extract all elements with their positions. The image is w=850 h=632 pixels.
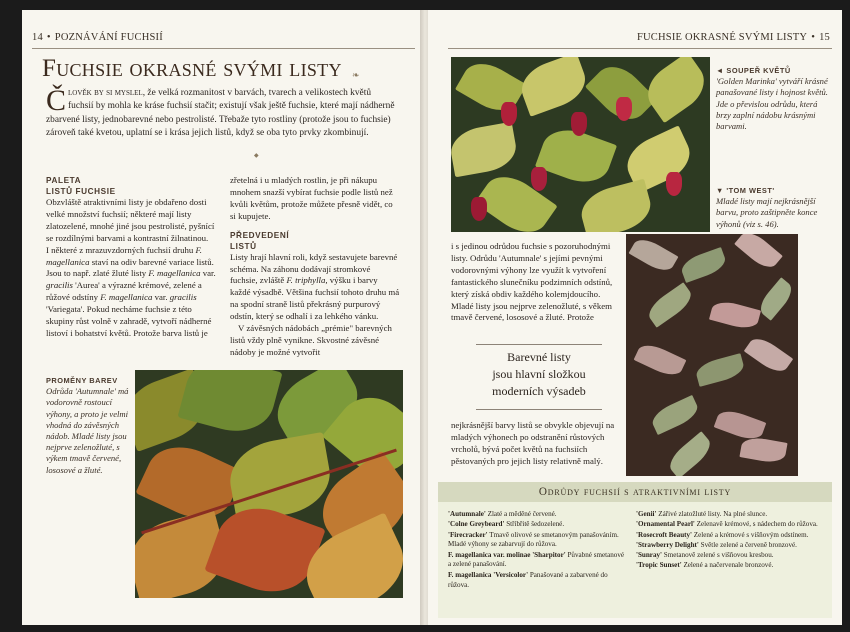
- caption-head-text: SOUPEŘ KVĚTŮ: [726, 66, 791, 75]
- text: 'Variegata'. Pokud necháme fuchsie z této skupiny růst volně v zahradě, vytvoří nádherné listoví i bohatství květů. Protože barva listů je: [46, 304, 212, 338]
- variety-name: F. magellanica var. molinae 'Sharpitor': [448, 550, 566, 559]
- column-2: [230, 175, 400, 359]
- italic-text: F. magellanica: [46, 244, 202, 267]
- variety-name: 'Rosecroft Beauty': [636, 530, 693, 539]
- golden-marinka-photo: [451, 57, 710, 232]
- leaf-shape: [734, 234, 783, 273]
- variety-name: 'Strawberry Delight': [636, 540, 699, 549]
- paragraph: i s jedinou odrůdou fuchsie s pozoruhodnými listy. Odrůdu 'Autumnale' s jejími pevnými vodorovnými výhony lze využít k vytvoření fantastického slunečníku podzimních odstínů, který získá obdiv každého kolemjdoucího. Mladé listy jsou nejprve zelenožluté, s věkem tmavě červené, lososové a žluté. Protože: [451, 241, 613, 323]
- variety-name: 'Firecracker': [448, 530, 488, 539]
- quote-rule-top: [476, 344, 602, 345]
- text: výšku i barvy každé výsadbě. Většina fuchsií tohoto druhu má na spodní straně listů překrásný purpurový odstín, který se odhalí i za lehkého vánku.: [230, 275, 400, 322]
- leaf-shape: [576, 179, 655, 232]
- leaf-shape: [644, 282, 696, 328]
- body-text-2: [451, 420, 627, 468]
- variety-item: [636, 510, 824, 520]
- subhead-line: LISTŮ: [230, 241, 257, 251]
- quote-line: moderních výsadeb: [492, 384, 586, 398]
- paragraph: [230, 252, 400, 323]
- intro-paragraph: [46, 84, 398, 140]
- section-name: FUCHSIE OKRASNÉ SVÝMI LISTY: [636, 32, 808, 43]
- caption-text: Mladé listy mají nejkrásnější barvu, proto zaštipněte konce výhonů (viz s. 46).: [716, 196, 818, 229]
- variety-desc: Světle zelené a červeně bronzové.: [698, 540, 797, 549]
- text: I některé z mrazuvzdorných fuchsií druhu: [46, 244, 196, 255]
- arrow-down-icon: ▼: [716, 186, 724, 195]
- intro-lead: lověk by si myslel,: [68, 88, 146, 98]
- variety-item: [448, 571, 626, 591]
- flower-shape: [471, 197, 487, 221]
- leaf-shape: [739, 435, 787, 464]
- page-number: 15: [819, 32, 830, 43]
- autumnale-photo: [135, 370, 403, 598]
- paragraph: Obzvláště atraktivními listy je obdařeno dosti velké množství fuchsií; některé mají listy zlatozelené, mnohé jiné jsou pestrolisté, pyšnící se rozdílnými barvami a kontrastní žilnatinou.: [46, 197, 215, 243]
- caption-text: 'Golden Marinka' vytváří krásné panašované listy i hojnost květů. Jde o převislou odrůdu, která brzy zaplní nádobu krásnými barvami.: [716, 76, 828, 132]
- paragraph: nejkrásnější barvy listů se obvykle objevují na mladých výhonech po odstranění růstových vrcholů, bývá počet květů na fuchsiích pěstovaných pro jejich listy relativně malý.: [451, 420, 615, 466]
- leaf-shape: [177, 370, 282, 440]
- column-1: [46, 175, 216, 340]
- drop-cap: Č: [46, 84, 67, 117]
- subhead-palette: [46, 175, 216, 197]
- variety-name: 'Tropic Sunset': [636, 561, 682, 570]
- caption-head: [716, 185, 832, 196]
- variety-item: [448, 531, 626, 551]
- leaf-shape: [639, 57, 710, 123]
- quote-line: Barevné listy: [507, 350, 571, 364]
- paragraph: V závěsných nádobách „prémie" barevných listů vždy plně vynikne. Skvostné závěsné nádoby je možné vytvořit: [230, 323, 392, 357]
- flower-shape: [616, 97, 632, 121]
- tom-west-photo: [626, 234, 798, 476]
- variety-name: 'Genii': [636, 510, 657, 518]
- text: var.: [200, 268, 216, 279]
- quote-rule-bottom: [476, 409, 602, 410]
- variety-desc: Zelenavě krémové, s nádechem do růžova.: [694, 520, 818, 529]
- caption-head: [716, 65, 832, 76]
- subhead-display: [230, 230, 400, 252]
- caption-text: Odrůda 'Autumnale' má vodorovně rostoucí výhony, a proto je velmi vhodná do závěsných nádob. Mladé listy jsou nejprve zelenožluté, s výkem tmavě červené, lososové a žluté.: [46, 386, 129, 475]
- leaf-shape: [694, 353, 746, 387]
- section-name: POZNÁVÁNÍ FUCHSIÍ: [54, 32, 163, 43]
- caption-tom-west: [716, 185, 832, 230]
- text: var.: [152, 292, 170, 303]
- variety-desc: Zelené a krémové s višňovým odstínem.: [692, 530, 809, 539]
- separator: •: [811, 32, 816, 43]
- divider-dot-icon: ◆: [254, 153, 259, 159]
- caption-golden-marinka: [716, 65, 832, 132]
- leaf-shape: [744, 333, 793, 377]
- leaf-shape: [679, 247, 729, 283]
- variety-desc: Zlaté a měděné červené.: [485, 510, 557, 518]
- italic-text: F. magellanica: [100, 292, 153, 303]
- head-rule: [448, 48, 832, 49]
- flower-shape: [501, 102, 517, 126]
- variety-desc: Panašované a zabarvené do růžova.: [448, 570, 608, 589]
- variety-name: 'Autumnale': [448, 510, 486, 518]
- page-title: Fuchsie okrasné svými listy: [42, 55, 342, 82]
- subhead-line: LISTŮ FUCHSIE: [46, 187, 116, 196]
- pull-quote: [451, 349, 627, 400]
- running-head-right: [637, 32, 830, 43]
- leaf-shape: [649, 395, 702, 435]
- intro-text: že velká rozmanitost v barvách, tvarech a velikostech květů fuchsií by mohla ke kráse fuchsií stačit; existují však ještě fuchsie, které mají nádherně zbarvené listy, jednobarevné nebo pestrolisté. Třebaže tyto rostliny (protože jsou to fuchsie) zároveň také kvetou, uplatní se i krása jejich listů, když se oba tyto prvky zkombinují.: [46, 88, 395, 138]
- variety-item: [636, 541, 824, 551]
- variety-item: [636, 561, 824, 571]
- variety-name: 'Colne Greybeard': [448, 520, 505, 529]
- caption-color-change: [46, 375, 138, 476]
- variety-item: [636, 520, 824, 530]
- variety-name: 'Sunray': [636, 551, 663, 560]
- head-rule: [32, 48, 415, 49]
- italic-text: gracilis: [169, 292, 197, 303]
- variety-item: [636, 531, 824, 541]
- flower-shape: [666, 172, 682, 196]
- paragraph: zřetelná i u mladých rostlin, je při nákupu mnohem snazší vybírat fuchsie podle listů než kvůli květům, protože můžete přesně vidět, co si kupujete.: [230, 175, 393, 221]
- italic-text: F. triphylla,: [286, 275, 328, 286]
- text: staví na odiv barevné variace listů. Jsou to např. zlaté žluté listy: [46, 256, 214, 279]
- subhead-line: PALETA: [46, 176, 82, 185]
- subhead-line: PŘEDVEDENÍ: [230, 230, 290, 240]
- ornament-icon: ❧: [352, 70, 360, 80]
- variety-desc: Stříbřitě šedozelené.: [504, 520, 565, 529]
- varieties-box: [438, 482, 832, 618]
- flower-shape: [531, 167, 547, 191]
- right-page: [428, 10, 842, 625]
- italic-text: gracilis: [46, 280, 73, 291]
- text: Listy hrají hlavní roli, když sestavujete barevné schéma. Na záhonu dodávají stromkové fuchsie, zvláště: [230, 251, 398, 286]
- variety-item: [448, 551, 626, 571]
- variety-desc: Půvabné smetanové a zelené panašování.: [448, 550, 625, 569]
- separator: •: [46, 32, 51, 43]
- body-text-1: [451, 241, 623, 324]
- flower-shape: [571, 112, 587, 136]
- variety-item: [448, 520, 626, 530]
- caption-head-text: 'TOM WEST': [726, 186, 775, 195]
- variety-desc: Smetanově zelené s višňovou kresbou.: [662, 551, 774, 560]
- italic-text: F. magellanica: [148, 268, 201, 279]
- paragraph: [46, 245, 216, 340]
- variety-item: [636, 551, 824, 561]
- variety-item: [448, 510, 626, 520]
- caption-head: PROMĚNY BAREV: [46, 376, 118, 385]
- variety-name: 'Ornamental Pearl': [636, 520, 695, 529]
- running-head-left: [32, 32, 163, 43]
- leaf-shape: [755, 277, 796, 320]
- leaf-shape: [634, 340, 687, 380]
- varieties-list-right: [636, 510, 824, 572]
- variety-desc: Tmavě olivové se smetanovým panašováním. Mladé výhony se zabarvují do růžova.: [448, 530, 619, 549]
- leaf-shape: [451, 122, 519, 178]
- quote-line: jsou hlavní složkou: [492, 367, 586, 381]
- variety-desc: Zářivé zlatožluté listy. Na plné slunce.: [656, 510, 768, 518]
- text: 'Aurea' a výrazné krémové, zelené a růžové odstíny: [46, 280, 202, 303]
- leaf-shape: [629, 234, 679, 276]
- varieties-list-left: [448, 510, 626, 591]
- leaf-shape: [515, 57, 591, 117]
- page-number: 14: [32, 32, 43, 43]
- varieties-title: Odrůdy fuchsií s atraktivními listy: [438, 482, 832, 502]
- leaf-shape: [709, 298, 761, 332]
- arrow-left-icon: ◄: [716, 66, 724, 75]
- leaf-shape: [665, 431, 716, 476]
- left-page: [22, 10, 425, 625]
- variety-desc: Zelené a načervenale bronzové.: [681, 561, 774, 570]
- variety-name: F. magellanica 'Versicolor': [448, 570, 529, 579]
- leaf-shape: [224, 432, 336, 523]
